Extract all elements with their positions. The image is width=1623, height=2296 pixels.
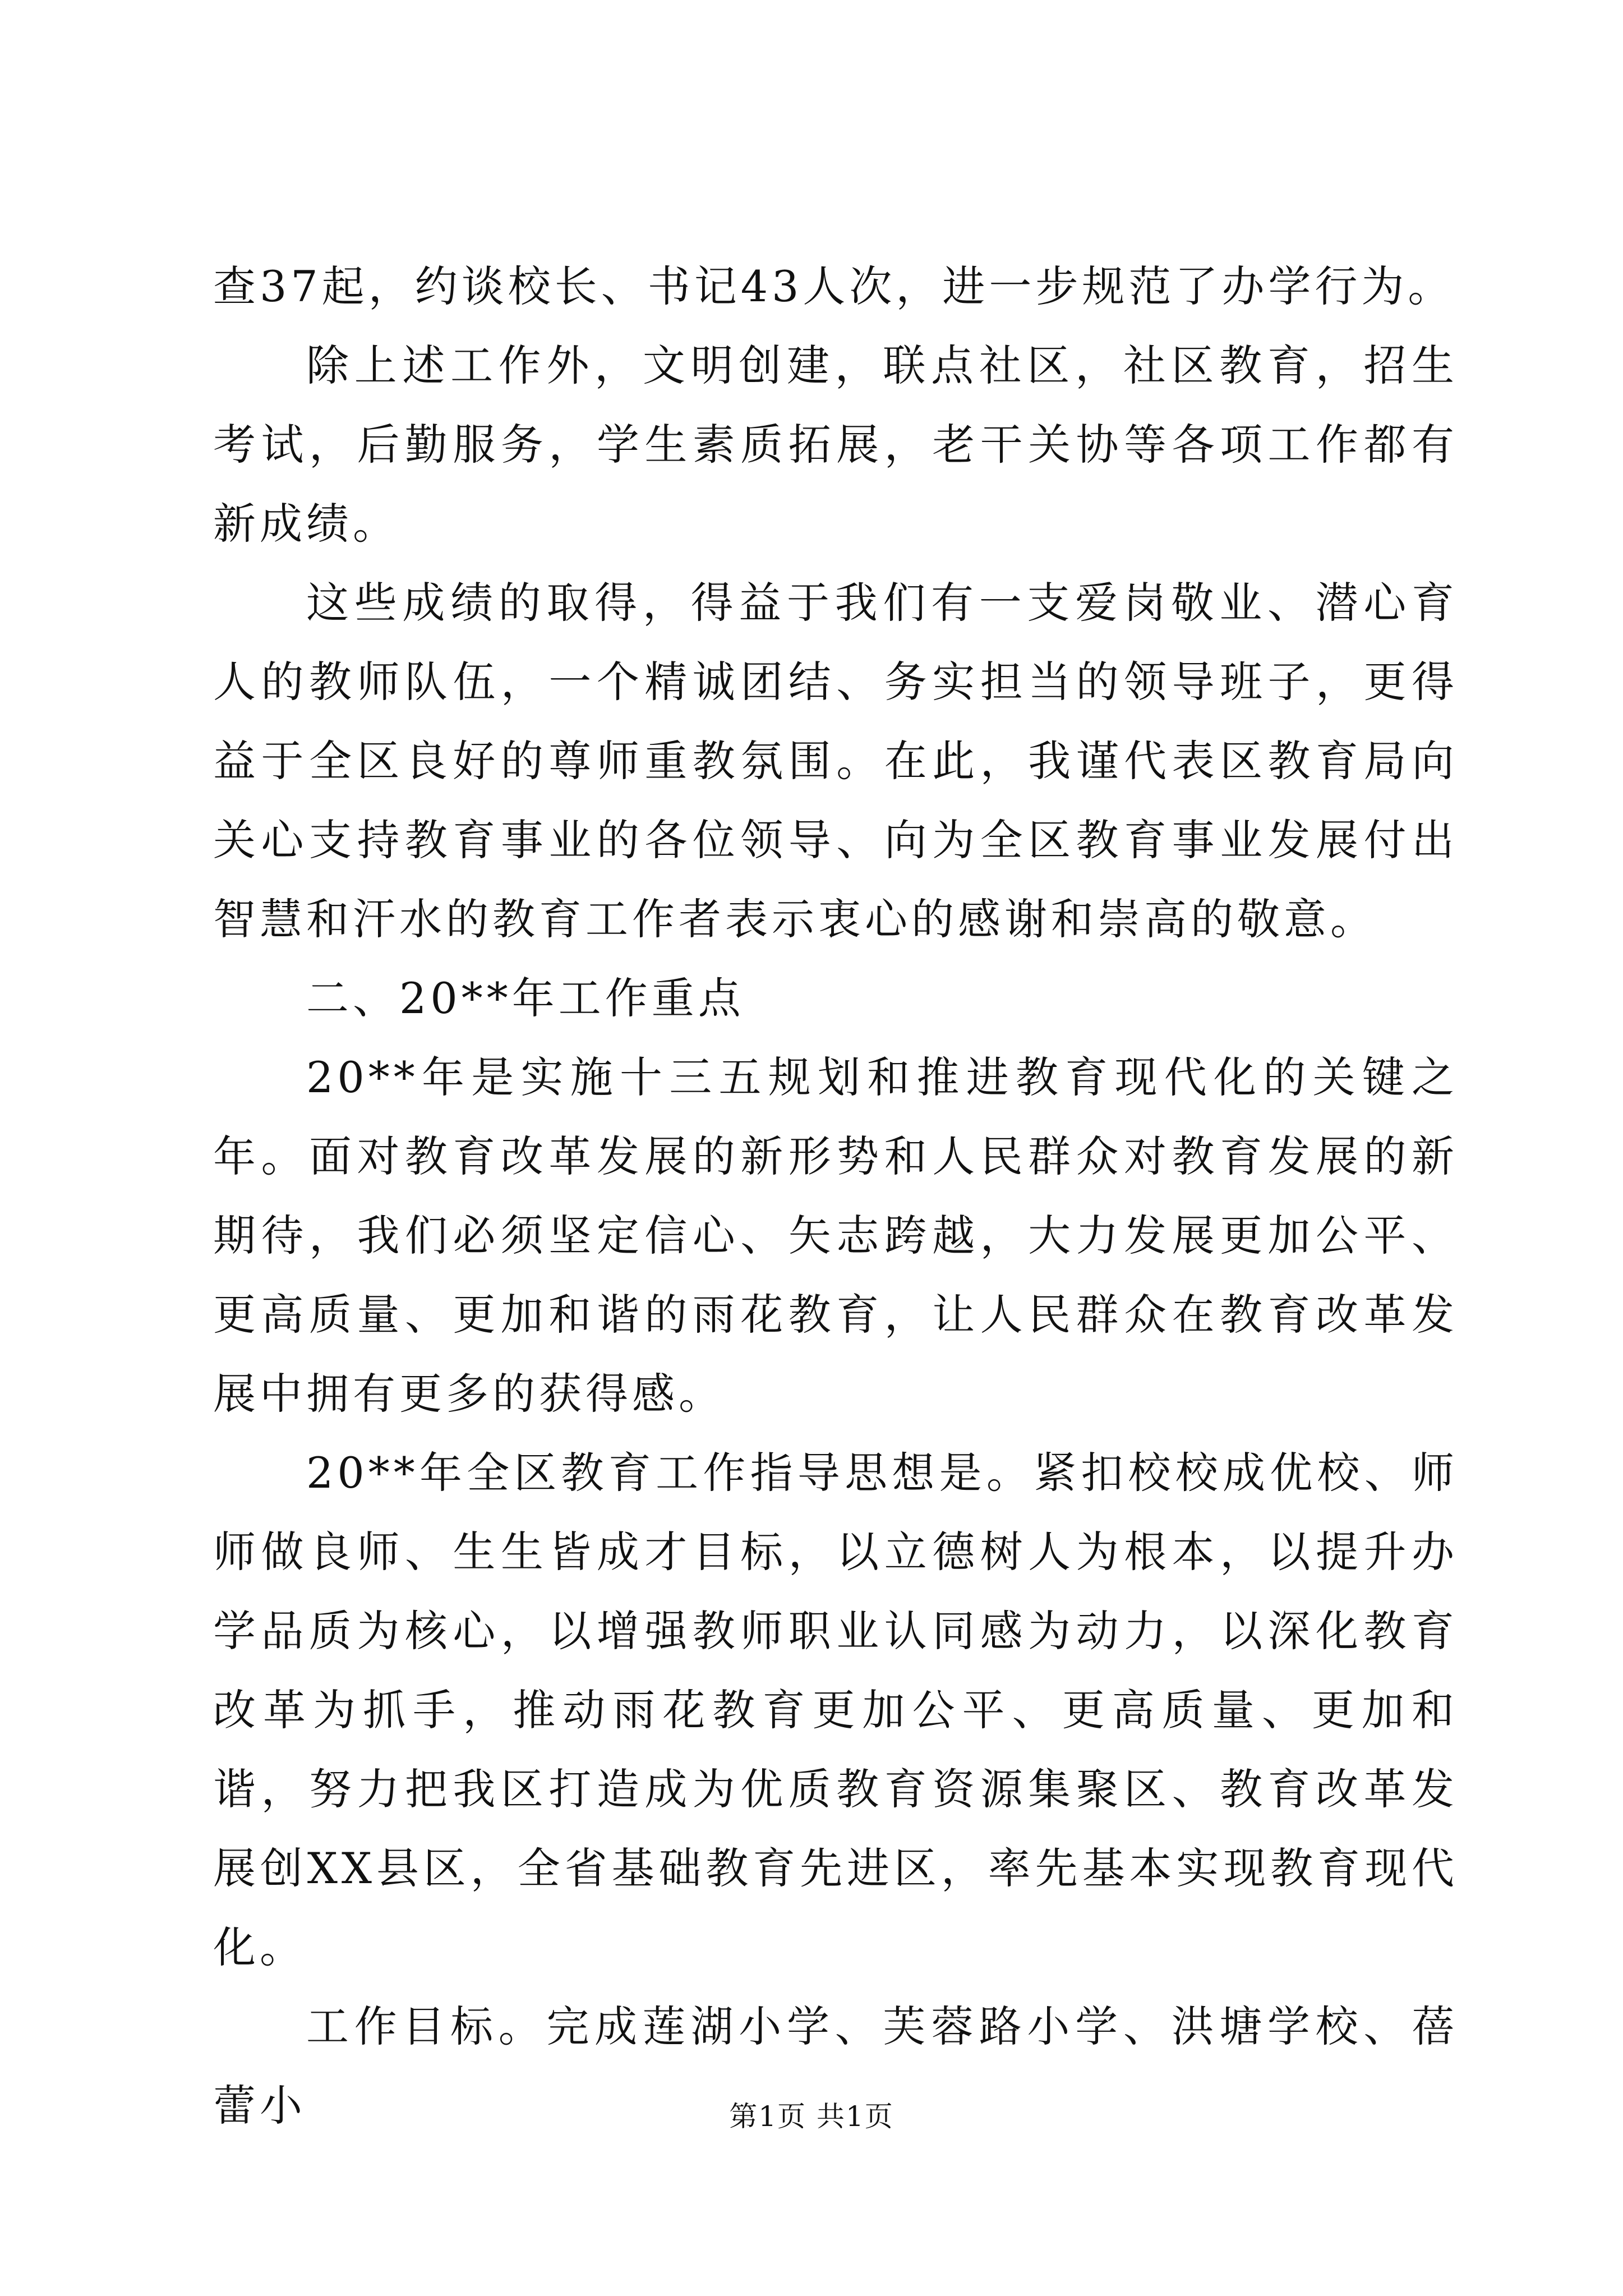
paragraph-continuation: 查37起，约谈校长、书记43人次，进一步规范了办学行为。	[213, 261, 1455, 311]
paragraph-acknowledgement: 这些成绩的取得，得益于我们有一支爱岗敬业、潜心育人的教师队伍，一个精诚团结、务实担当的领导班子，更得益于全区良好的尊师重教氛围。在此，我谨代表区教育局向关心支持教育事业的各位领导、向为全区教育事业发展付出智慧和汗水的教育工作者表示衷心的感谢和崇高的敬意。	[213, 578, 1458, 944]
paragraph-work-goals: 工作目标。完成莲湖小学、芙蓉路小学、洪塘学校、蓓蕾小	[213, 2001, 1458, 2131]
paragraph-guiding-ideology: 20**年全区教育工作指导思想是。紧扣校校成优校、师师做良师、生生皆成才目标，以立德树人为根本，以提升办学品质为核心，以增强教师职业认同感为动力，以深化教育改革为抓手，推动雨花教育更加公平、更高质量、更加和谐，努力把我区打造成为优质教育资源集聚区、教育改革发展创XX县区，全省基础教育先进区，率先基本实现教育现代化。	[213, 1448, 1458, 1972]
section-heading: 二、20**年工作重点	[306, 973, 745, 1023]
paragraph-other-work: 除上述工作外，文明创建，联点社区，社区教育，招生考试，后勤服务，学生素质拓展，老干关协等各项工作都有新成绩。	[213, 341, 1458, 549]
paragraph-key-year: 20**年是实施十三五规划和推进教育现代化的关键之年。面对教育改革发展的新形势和人民群众对教育发展的新期待，我们必须坚定信心、矢志跨越，大力发展更加公平、更高质量、更加和谐的雨花教育，让人民群众在教育改革发展中拥有更多的获得感。	[213, 1052, 1458, 1419]
document-body	[213, 247, 1458, 2145]
page-footer: 第1页 共1页	[729, 2100, 894, 2133]
